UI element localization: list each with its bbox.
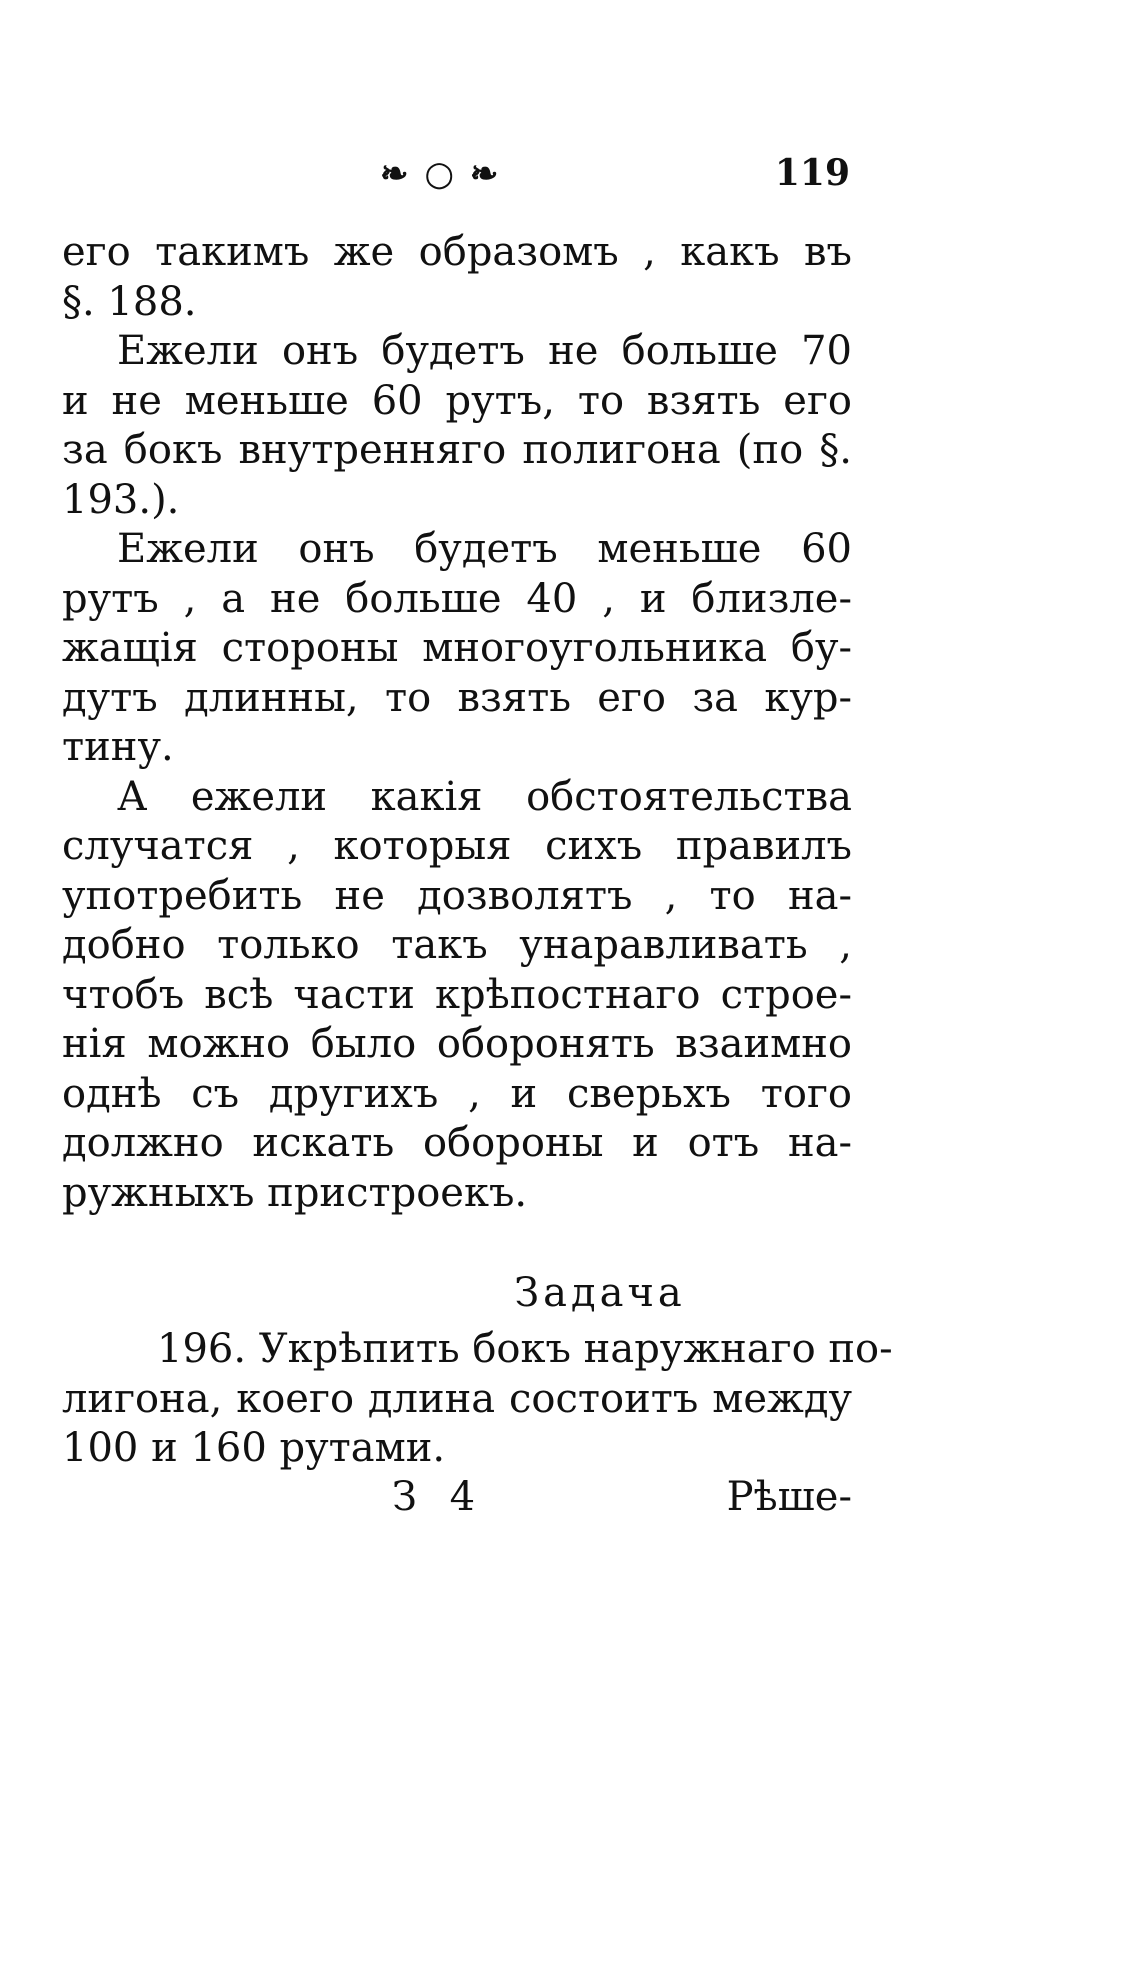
text-line: чтобъ всѣ части крѣпостнаго строе- (62, 971, 852, 1018)
paragraph-start-line: Ежели онъ будетъ меньше 60 (117, 526, 852, 572)
page-footer (62, 1474, 852, 1529)
text-line: 100 и 160 рутами. (62, 1425, 446, 1471)
page-number: 119 (774, 152, 850, 194)
text-line: добно только такъ унаравливать , (62, 922, 852, 968)
paragraph-start-line: Ежели онъ будетъ не больше 70 (117, 328, 852, 374)
text-line: рутъ , а не больше 40 , и близле- (62, 575, 852, 622)
text-line: его такимъ же образомъ , какъ въ (62, 229, 852, 275)
text-line: лигона, коего длина состоитъ между (62, 1375, 852, 1422)
main-text (62, 228, 852, 1218)
paragraph-start-line: 196. Укрѣпить бокъ наружнаго по- (157, 1326, 893, 1372)
text-line: дутъ длинны, то взять его за кур- (62, 674, 852, 721)
text-line: однѣ съ другихъ , и сверьхъ того (62, 1070, 852, 1117)
text-line: ружныхъ пристроекъ. (62, 1169, 528, 1216)
text-line: 193.). (62, 476, 180, 523)
text-line: за бокъ внутренняго полигона (по §. (62, 427, 852, 473)
problem-text (62, 1325, 893, 1474)
text-line: и не меньше 60 рутъ, то взять его (62, 377, 852, 424)
text-line: нія можно было оборонять взаимно (62, 1021, 852, 1067)
paragraph-start-line: А ежели какія обстоятельства (117, 773, 852, 820)
text-line: должно искать обороны и отъ на- (62, 1120, 852, 1166)
catchword: Рѣше- (726, 1474, 852, 1520)
text-line: жащія стороны многоугольника бу- (62, 625, 852, 671)
text-line: §. 188. (62, 278, 197, 325)
section-title: Задача (514, 1270, 686, 1316)
text-line: тину. (62, 724, 174, 770)
signature-mark: З 4 (392, 1474, 486, 1520)
text-line: случатся , которыя сихъ правилъ (62, 823, 852, 869)
header-ornament: ❧ ○ ❧ (380, 154, 501, 194)
text-line: употребить не дозволятъ , то на- (62, 872, 852, 919)
page-header (60, 150, 850, 210)
